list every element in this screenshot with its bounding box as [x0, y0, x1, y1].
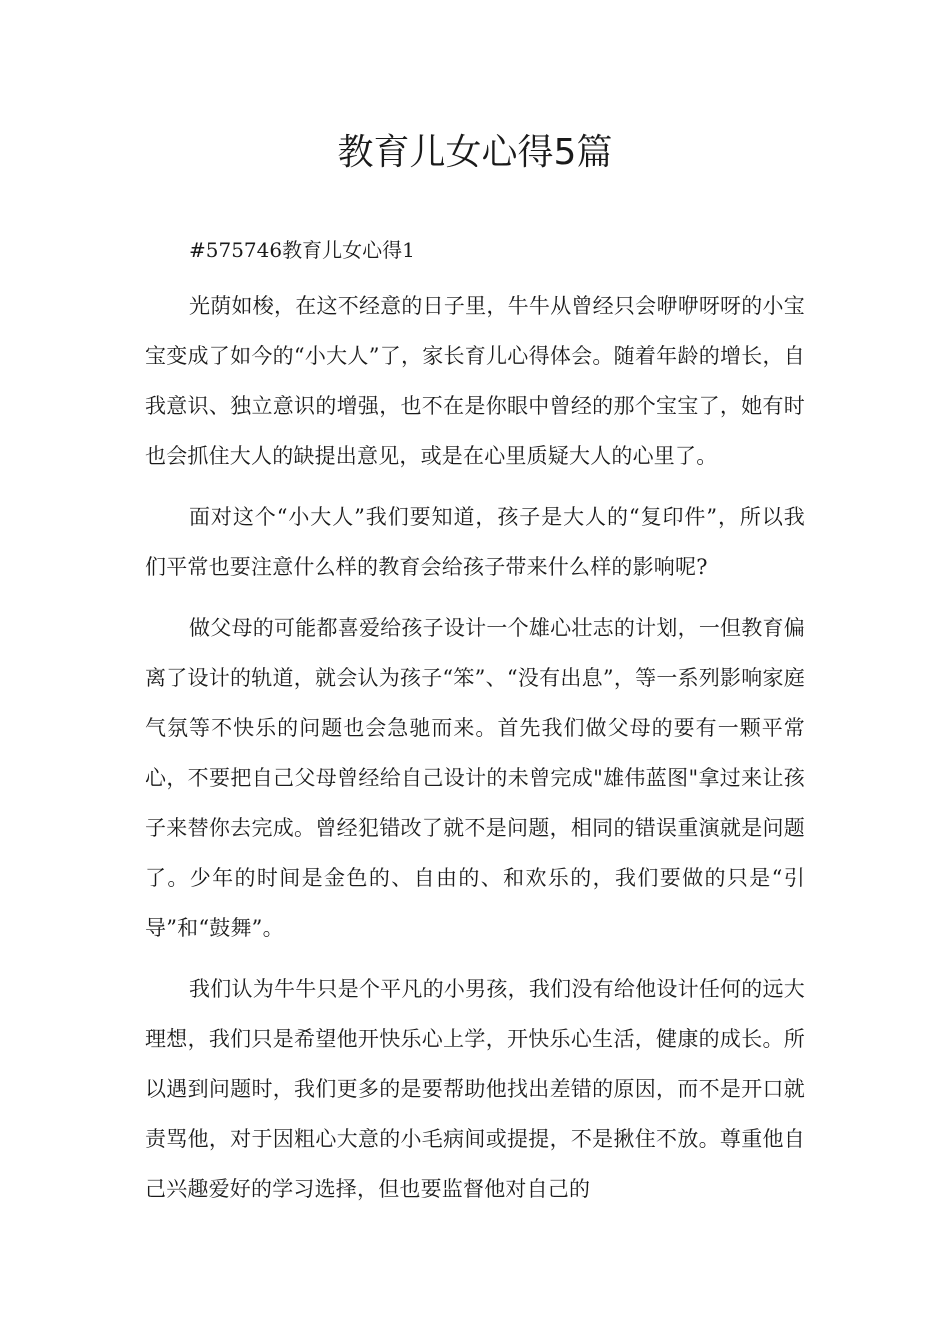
paragraph-1: 光荫如梭，在这不经意的日子里，牛牛从曾经只会咿咿呀呀的小宝宝变成了如今的“小大人”了，家长育儿心得体会。随着年龄的增长，自我意识、独立意识的增强，也不在是你眼中曾经的那个宝宝了，她有时也会抓住大人的缺提出意见，或是在心里质疑大人的心里了。 [145, 294, 805, 468]
document-body [145, 230, 805, 1225]
section-heading: #575746教育儿女心得1 [189, 238, 415, 262]
paragraph-3: 做父母的可能都喜爱给孩子设计一个雄心壮志的计划，一但教育偏离了设计的轨道，就会认为孩子“笨”、“没有出息”，等一系列影响家庭气氛等不快乐的问题也会急驰而来。首先我们做父母的要有一颗平常心，不要把自己父母曾经给自己设计的未曾完成"雄伟蓝图"拿过来让孩子来替你去完成。曾经犯错改了就不是问题，相同的错误重演就是问题了。少年的时间是金色的、自由的、和欢乐的，我们要做的只是“引导”和“鼓舞”。 [145, 616, 805, 940]
document-title: 教育儿女心得5篇 [337, 132, 613, 173]
paragraph-4: 我们认为牛牛只是个平凡的小男孩，我们没有给他设计任何的远大理想，我们只是希望他开快乐心上学，开快乐心生活，健康的成长。所以遇到问题时，我们更多的是要帮助他找出差错的原因，而不是开口就责骂他，对于因粗心大意的小毛病间或提提，不是揪住不放。尊重他自己兴趣爱好的学习选择，但也要监督他对自己的 [145, 977, 805, 1201]
paragraph-2: 面对这个“小大人”我们要知道，孩子是大人的“复印件”，所以我们平常也要注意什么样的教育会给孩子带来什么样的影响呢? [145, 505, 805, 579]
